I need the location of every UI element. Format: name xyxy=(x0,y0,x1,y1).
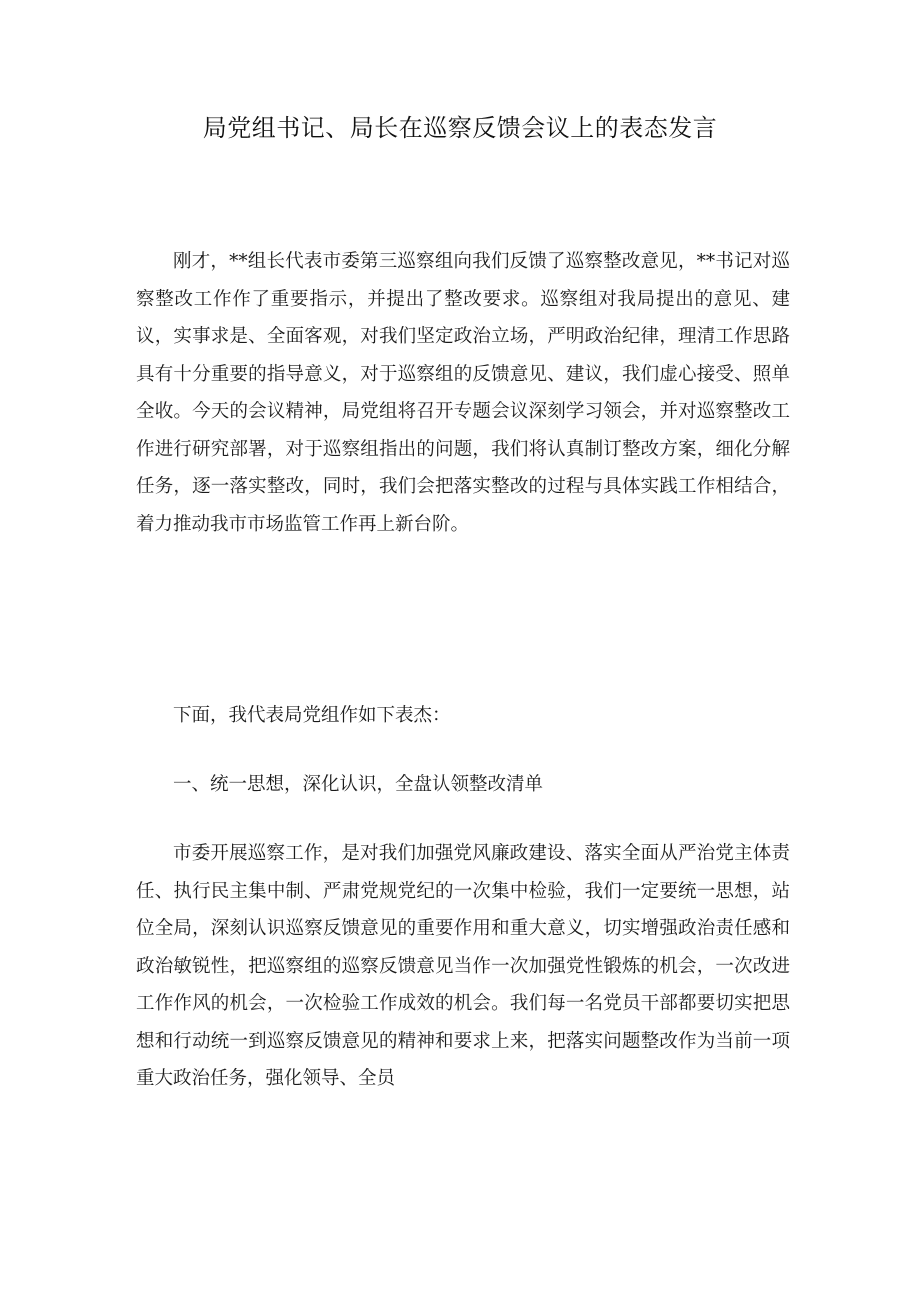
paragraph-section-1-body: 市委开展巡察工作，是对我们加强党风廉政建设、落实全面从严治党主体责任、执行民主集中制、严肃党规党纪的一次集中检验，我们一定要统一思想，站位全局，深刻认识巡察反馈意见的重要作用和重大意义，切实增强政治责任感和政治敏锐性，把巡察组的巡察反馈意见当作一次加强党性锻炼的机会，一次改进工作作风的机会，一次检验工作成效的机会。我们每一名党员干部都要切实把思想和行动统一到巡察反馈意见的精神和要求上来，把落实问题整改作为当前一项重大政治任务，强化领导、全员 xyxy=(136,843,790,1089)
section-heading-1: 一、统一思想，深化认识，全盘认领整改清单 xyxy=(173,774,544,795)
paragraph-statement-intro: 下面，我代表局党组作如下表杰： xyxy=(173,705,451,726)
paragraph-opening: 刚才，**组长代表市委第三巡察组向我们反馈了巡察整改意见，**书记对巡察整改工作作了重要指示，并提出了整改要求。巡察组对我局提出的意见、建议，实事求是、全面客观，对我们坚定政治立场，严明政治纪律，理清工作思路具有十分重要的指导意义，对于巡察组的反馈意见、建议，我们虚心接受、照单全收。今天的会议精神，局党组将召开专题会议深刻学习领会，并对巡察整改工作进行研究部署，对于巡察组指出的问题，我们将认真制订整改方案，细化分解任务，逐一落实整改，同时，我们会把落实整改的过程与具体实践工作相结合，着力推动我市市场监管工作再上新台阶。 xyxy=(136,251,790,535)
document-title: 局党组书记、局长在巡察反馈会议上的表态发言 xyxy=(202,114,718,142)
